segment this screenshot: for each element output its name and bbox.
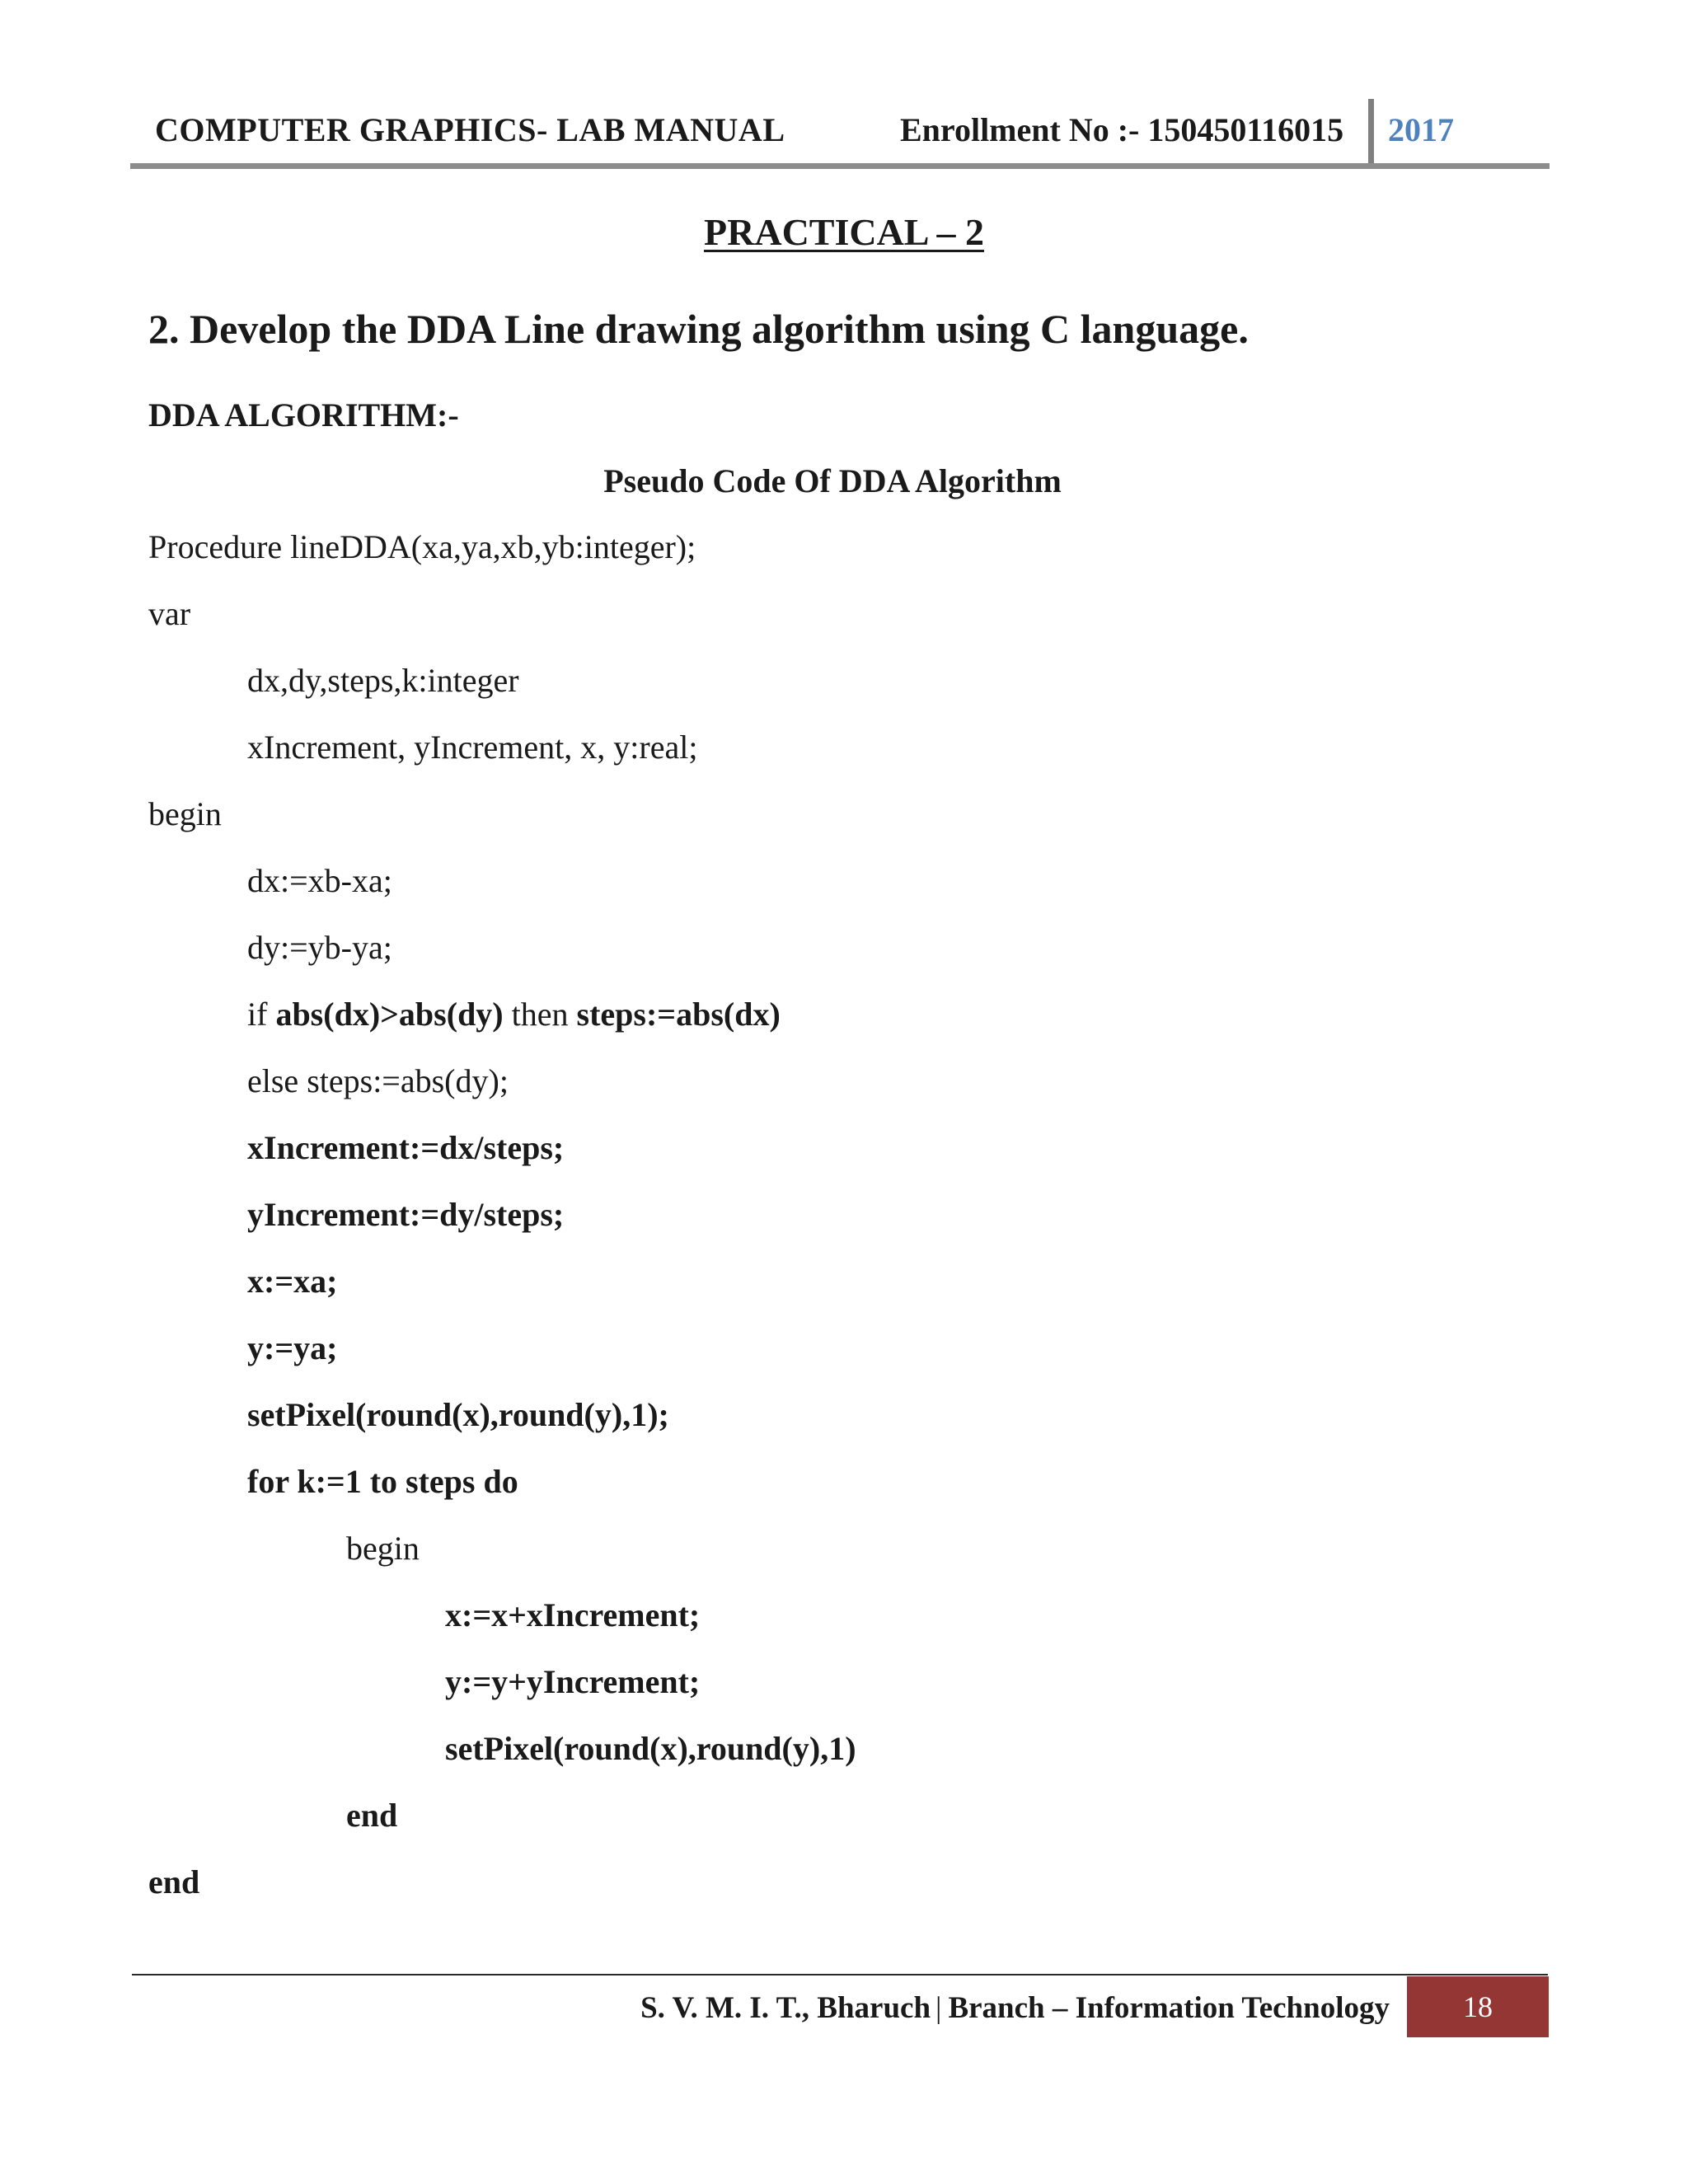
code-procedure: Procedure lineDDA(xa,ya,xb,yb:integer); [148, 528, 696, 565]
code-y-init: y:=ya; [247, 1329, 338, 1366]
footer-separator: | [935, 1991, 942, 2025]
code-vars-real: xIncrement, yIncrement, x, y:real; [247, 729, 698, 766]
practical-title-text: PRACTICAL – 2 [704, 211, 984, 253]
pseudo-code-title [0, 462, 1688, 500]
code-vars-int: dx,dy,steps,k:integer [247, 662, 519, 699]
footer-institute: S. V. M. I. T., Bharuch [640, 1991, 931, 2025]
code-dy: dy:=yb-ya; [247, 929, 392, 966]
code-x-init: x:=xa; [247, 1263, 338, 1300]
code-end: end [148, 1863, 200, 1900]
code-dx: dx:=xb-xa; [247, 862, 392, 899]
algorithm-heading: DDA ALGORITHM:- [148, 396, 459, 434]
code-then-statement: steps:=abs(dx) [576, 996, 781, 1033]
footer-branch: Branch – Information Technology [948, 1991, 1390, 2025]
code-begin: begin [148, 795, 222, 832]
header-enrollment: Enrollment No :- 150450116015 [900, 111, 1344, 148]
code-if-keyword: if [247, 996, 276, 1033]
code-setpixel-loop: setPixel(round(x),round(y),1) [445, 1730, 856, 1767]
practical-title [0, 210, 1688, 254]
code-xincrement: xIncrement:=dx/steps; [247, 1129, 565, 1166]
header-title: COMPUTER GRAPHICS- LAB MANUAL [155, 111, 785, 148]
footer-text [640, 1990, 1390, 2026]
pseudo-code-title-text: Pseudo Code Of DDA Algorithm [603, 462, 1062, 499]
code-y-step: y:=y+yIncrement; [445, 1663, 701, 1700]
code-yincrement: yIncrement:=dy/steps; [247, 1196, 565, 1233]
code-if-condition: abs(dx)>abs(dy) [275, 996, 504, 1033]
code-inner-end: end [346, 1797, 398, 1834]
code-inner-begin: begin [346, 1530, 420, 1567]
code-x-step: x:=x+xIncrement; [445, 1596, 701, 1633]
code-setpixel-first: setPixel(round(x),round(y),1); [247, 1396, 669, 1433]
aim-heading: 2. Develop the DDA Line drawing algorithm using C language. [148, 306, 1249, 352]
header-divider [1368, 99, 1374, 166]
code-if-line [247, 995, 781, 1033]
page-number: 18 [1463, 1990, 1493, 2023]
code-for-loop: for k:=1 to steps do [247, 1463, 518, 1500]
header-rule [130, 163, 1550, 169]
code-then-keyword: then [503, 996, 577, 1033]
header-year: 2017 [1388, 111, 1454, 148]
code-var: var [148, 595, 191, 632]
footer-rule [132, 1974, 1548, 1975]
code-else: else steps:=abs(dy); [247, 1062, 509, 1099]
